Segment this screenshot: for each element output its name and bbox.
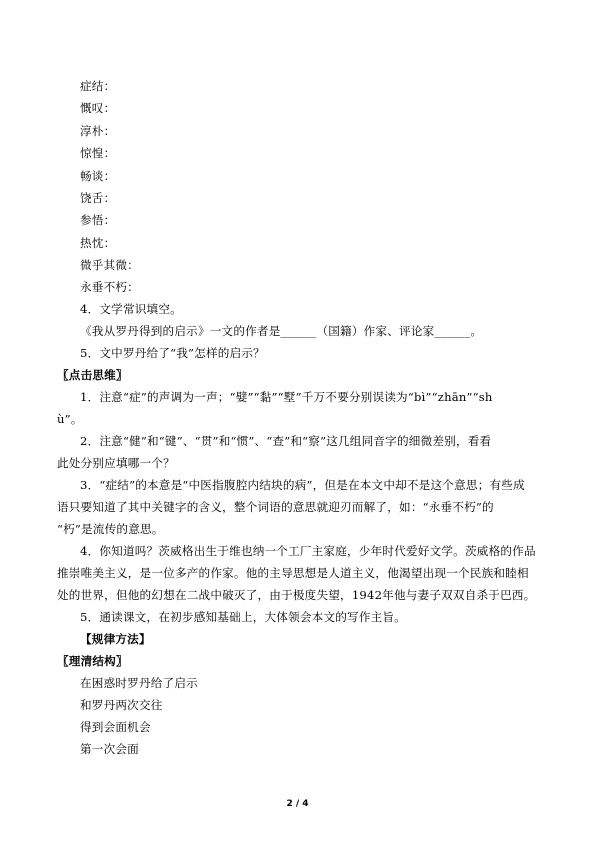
structure-item: 得到会面机会 (80, 720, 151, 734)
section-heading-structure: 〖理清结构〗 (57, 654, 128, 668)
hint-3-line-3: “朽”是流传的意思。 (57, 522, 164, 536)
hint-1-line-2: ù”。 (57, 412, 83, 426)
hint-3-line-2: 语只要知道了其中关键字的含义，整个词语的意思就迎刃而解了，如：“永垂不朽”的 (57, 500, 494, 514)
vocab-item: 慨叹： (80, 101, 116, 115)
vocab-item: 症结： (80, 79, 116, 93)
vocab-item: 热忱： (80, 236, 116, 250)
vocab-item: 畅谈： (80, 169, 116, 183)
question-4-text: 《我从罗丹得到的启示》一文的作者是______（国籍）作家、评论家______。 (80, 324, 483, 338)
vocab-item: 饶舌： (80, 191, 116, 205)
structure-item: 第一次会面 (80, 742, 139, 756)
vocab-item: 参悟： (80, 213, 116, 227)
structure-item: 和罗丹两次交往 (80, 698, 163, 712)
vocab-item: 永垂不朽： (80, 280, 139, 294)
structure-item: 在困惑时罗丹给了启示 (80, 676, 198, 690)
section-heading-hint: 〖点击思维〗 (57, 368, 128, 382)
hint-3-line-1: 3．“症结”的本意是“中医指腹腔内结块的病”，但是在本文中却不是这个意思；有些成 (80, 478, 525, 492)
hint-5: 5．通读课文，在初步感知基础上，大体领会本文的写作主旨。 (80, 610, 407, 624)
hint-4-line-2: 推崇唯美主义，是一位多产的作家。他的主导思想是人道主义，他渴望出现一个民族和睦相 (57, 566, 529, 580)
page-number: 2 / 4 (286, 799, 309, 809)
question-5: 5．文中罗丹给了“我”怎样的启示？ (80, 346, 265, 360)
vocab-item: 微乎其微： (80, 258, 139, 272)
hint-2-line-2: 此处分别应填哪一个？ (57, 456, 175, 470)
hint-1-line-1: 1．注意“症”的声调为一声；“嬖”“黏”“墅”千万不要分别误读为“bì”“zhān”“sh (80, 390, 493, 404)
hint-4-line-1: 4．你知道吗？茨威格出生于维也纳一个工厂主家庭，少年时代爱好文学。茨威格的作品 (80, 544, 536, 558)
hint-2-line-1: 2．注意“健”和“键”、“贯”和“惯”、“查”和“察”这几组同音字的细微差别，看看 (80, 434, 492, 448)
vocab-item: 惊惶： (80, 146, 116, 160)
hint-4-line-3: 处的世界，但他的幻想在二战中破灭了，由于极度失望，1942年他与妻子双双自杀于巴西。 (57, 588, 536, 602)
question-4: 4．文学常识填空。 (80, 302, 182, 316)
vocab-item: 淳朴： (80, 124, 116, 138)
section-heading-method: 【规律方法】 (80, 632, 151, 646)
